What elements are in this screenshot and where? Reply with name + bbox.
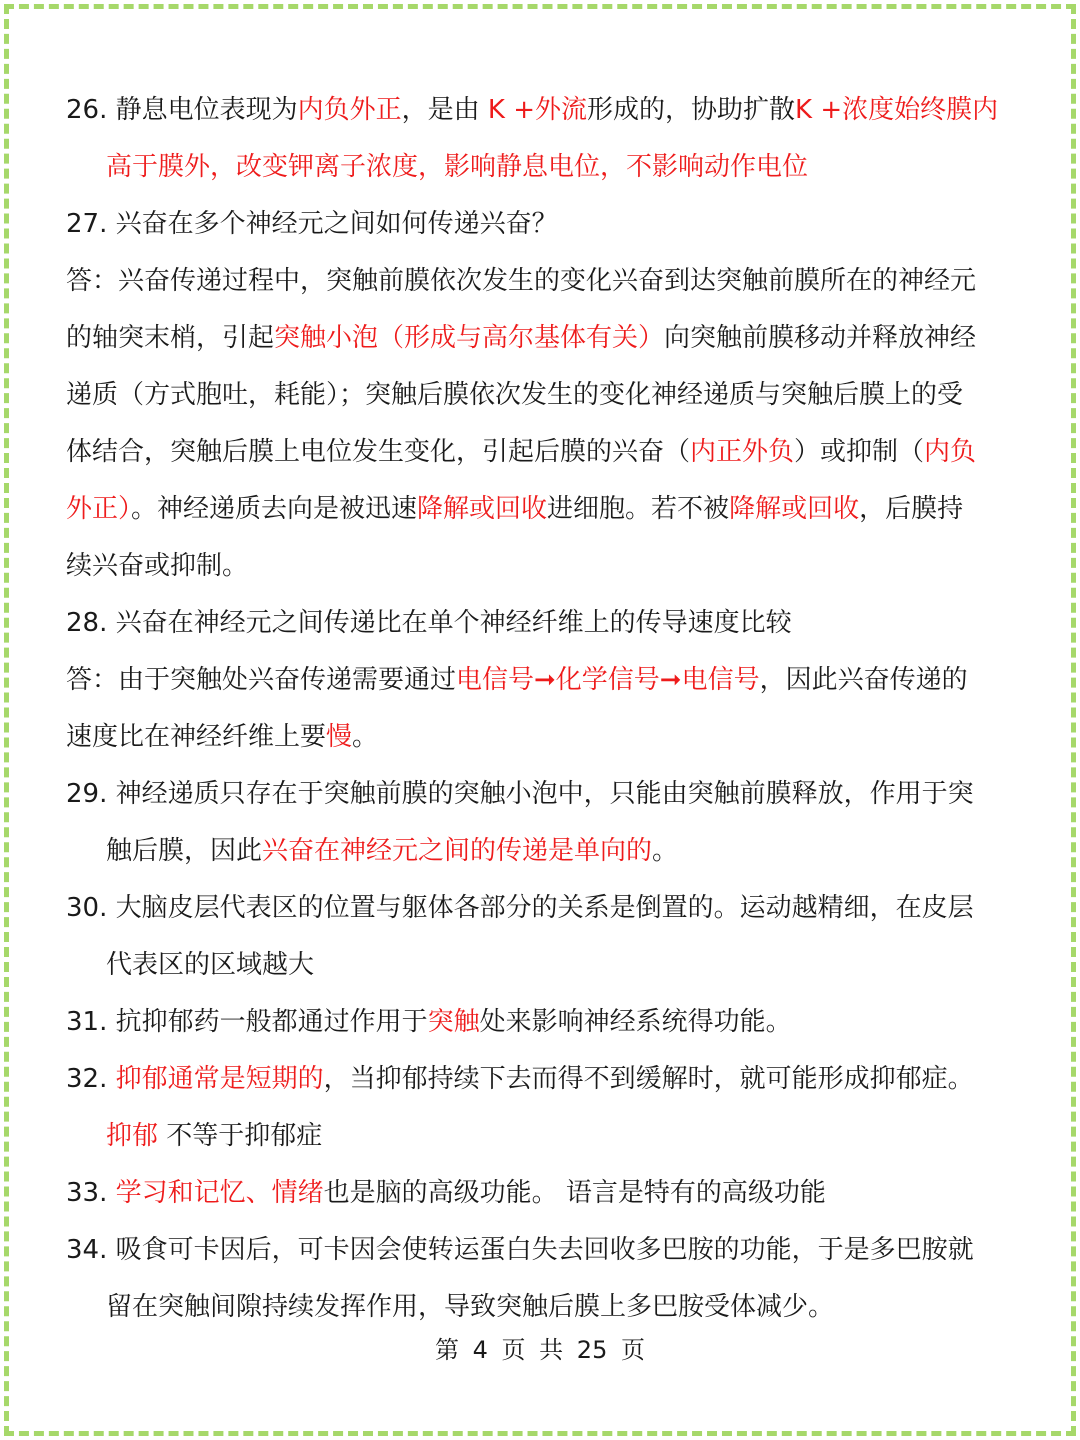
text-line xyxy=(66,766,1026,823)
text-line xyxy=(66,1279,1026,1336)
body-text: 28. 兴奋在神经元之间传递比在单个神经纤维上的传导速度比较 xyxy=(66,608,792,638)
text-line xyxy=(66,82,1026,139)
highlighted-text: 电信号➞化学信号➞电信号 xyxy=(456,665,760,695)
text-line xyxy=(66,595,1026,652)
text-line xyxy=(66,994,1026,1051)
highlighted-text: K +浓度始终膜内 xyxy=(795,95,999,125)
body-text: 处来影响神经系统得功能。 xyxy=(479,1007,792,1037)
body-text: 答：兴奋传递过程中，突触前膜依次发生的变化兴奋到达突触前膜所在的神经元 xyxy=(66,266,977,296)
highlighted-text: 抑郁通常是短期的 xyxy=(115,1064,324,1094)
text-line xyxy=(66,1222,1026,1279)
body-text: 也是脑的高级功能。 语言是特有的高级功能 xyxy=(323,1178,826,1208)
body-text: ，后膜持 xyxy=(859,494,964,524)
text-line xyxy=(66,253,1026,310)
body-text: ）或抑制（ xyxy=(794,437,925,467)
body-text: 31. 抗抑郁药一般都通过作用于 xyxy=(66,1007,428,1037)
body-text: 27. 兴奋在多个神经元之间如何传递兴奋？ xyxy=(66,209,558,239)
highlighted-text: 降解或回收 xyxy=(417,494,548,524)
highlighted-text: 抑郁 xyxy=(106,1121,159,1151)
highlighted-text: 学习和记忆、情绪 xyxy=(115,1178,324,1208)
body-text: 速度比在神经纤维上要 xyxy=(66,722,327,752)
highlighted-text: 兴奋在神经元之间的传递是单向的 xyxy=(262,836,653,866)
text-line xyxy=(66,538,1026,595)
highlighted-text: 内负外正 xyxy=(297,95,402,125)
body-text: 代表区的区域越大 xyxy=(106,950,315,980)
highlighted-text: 高于膜外，改变钾离子浓度，影响静息电位，不影响动作电位 xyxy=(106,152,809,182)
body-text: 32. xyxy=(66,1064,116,1094)
text-line xyxy=(66,424,1026,481)
highlighted-text: 外正） xyxy=(66,494,132,524)
highlighted-text: 突触小泡（形成与高尔基体有关） xyxy=(274,323,665,353)
text-line xyxy=(66,196,1026,253)
notes-body xyxy=(66,82,1026,1336)
body-text: 。 xyxy=(652,836,679,866)
text-line xyxy=(66,652,1026,709)
page-footer: 第 4 页 共 25 页 xyxy=(435,1336,645,1364)
body-text: 向突触前膜移动并释放神经 xyxy=(664,323,977,353)
highlighted-text: 降解或回收 xyxy=(729,494,860,524)
highlighted-text: K +外流 xyxy=(487,95,588,125)
body-text: 。神经递质去向是被迅速 xyxy=(131,494,418,524)
body-text: 34. 吸食可卡因后，可卡因会使转运蛋白失去回收多巴胺的功能，于是多巴胺就 xyxy=(66,1235,974,1265)
body-text: ，是由 xyxy=(401,95,488,125)
body-text: 。 xyxy=(352,722,379,752)
highlighted-text: 内正外负 xyxy=(690,437,795,467)
text-line xyxy=(66,937,1026,994)
highlighted-text: 慢 xyxy=(326,722,353,752)
text-line xyxy=(66,310,1026,367)
text-line xyxy=(66,709,1026,766)
text-line xyxy=(66,367,1026,424)
body-text: 的轴突末梢，引起 xyxy=(66,323,275,353)
text-line xyxy=(66,880,1026,937)
body-text: 递质（方式胞吐，耗能）；突触后膜依次发生的变化神经递质与突触后膜上的受 xyxy=(66,380,964,410)
body-text: 留在突触间隙持续发挥作用，导致突触后膜上多巴胺受体减少。 xyxy=(106,1292,835,1322)
body-text: 答：由于突触处兴奋传递需要通过 xyxy=(66,665,457,695)
text-line xyxy=(66,139,1026,196)
body-text: 33. xyxy=(66,1178,116,1208)
body-text: 26. 静息电位表现为 xyxy=(66,95,298,125)
body-text: 触后膜，因此 xyxy=(106,836,263,866)
highlighted-text: 内负 xyxy=(924,437,977,467)
body-text: 续兴奋或抑制。 xyxy=(66,551,249,581)
body-text: 29. 神经递质只存在于突触前膜的突触小泡中，只能由突触前膜释放，作用于突 xyxy=(66,779,974,809)
text-line xyxy=(66,481,1026,538)
text-line xyxy=(66,1165,1026,1222)
text-line xyxy=(66,1108,1026,1165)
body-text: ，因此兴奋传递的 xyxy=(759,665,968,695)
highlighted-text: 突触 xyxy=(427,1007,480,1037)
text-line xyxy=(66,1051,1026,1108)
body-text: 不等于抑郁症 xyxy=(158,1121,323,1151)
text-line xyxy=(66,823,1026,880)
body-text: 体结合，突触后膜上电位发生变化，引起后膜的兴奋（ xyxy=(66,437,691,467)
body-text: 形成的，协助扩散 xyxy=(587,95,796,125)
body-text: 30. 大脑皮层代表区的位置与躯体各部分的关系是倒置的。运动越精细，在皮层 xyxy=(66,893,974,923)
body-text: ，当抑郁持续下去而得不到缓解时，就可能形成抑郁症。 xyxy=(323,1064,974,1094)
body-text: 进细胞。若不被 xyxy=(547,494,730,524)
